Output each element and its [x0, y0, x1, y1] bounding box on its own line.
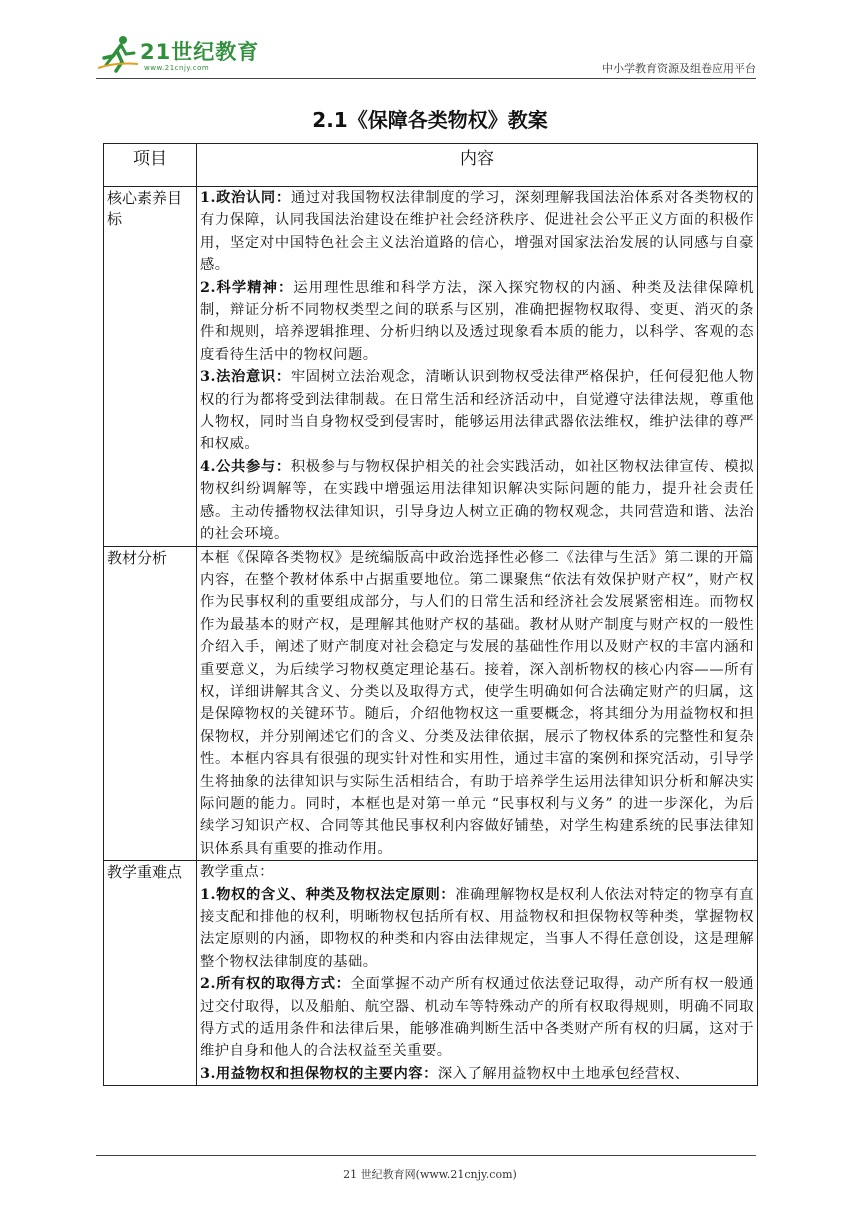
paragraph — [200, 1063, 754, 1085]
paragraph — [200, 366, 754, 456]
table-row — [104, 187, 758, 547]
paragraph-heading: 3.用益物权和担保物权的主要内容： — [200, 1065, 438, 1082]
page-header — [96, 30, 756, 78]
row-content — [197, 546, 758, 861]
row-label: 教学重难点 — [104, 861, 197, 1086]
paragraph-heading: 2.科学精神： — [200, 279, 294, 296]
paragraph-heading: 4.公共参与： — [200, 458, 291, 475]
row-label: 教材分析 — [104, 546, 197, 861]
paragraph — [200, 973, 754, 1063]
paragraph-text: 本框《保障各类物权》是统编版高中政治选择性必修二《法律与生活》第二课的开篇内容，在整个教材体系中占据重要地位。第二课聚焦“依法有效保护财产权”，财产权作为民事权利的重要组成部分，与人们的日常生活和经济社会发展紧密相连。而物权作为最基本的财产权，是理解其他财产权的基础。教材从财产制度与财产权的一般性介绍入手，阐述了财产制度对社会稳定与发展的基础性作用以及财产权的丰富内涵和重要意义，为后续学习物权奠定理论基石。接着，深入剖析物权的核心内容——所有权，详细讲解其含义、分类以及取得方式，使学生明确如何合法确定财产的归属，这是保障物权的关键环节。随后，介绍他物权这一重要概念，将其细分为用益物权和担保物权，并分别阐述它们的含义、分类及法律依据，展示了物权体系的完整性和复杂性。本框内容具有很强的现实针对性和实用性，通过丰富的案例和探究活动，引导学生将抽象的法律知识与实际生活相结合，有助于培养学生运用法律知识分析和解决实际问题的能力。同时，本框也是对第一单元 “民事权利与义务” 的进一步深化，为后续学习知识产权、合同等其他民事权利内容做好铺垫，对学生构建系统的民事法律知识体系具有重要的推动作用。 — [200, 549, 754, 857]
paragraph-text: 牢固树立法治观念，清晰认识到物权受法律严格保护，任何侵犯他人物权的行为都将受到法律制裁。在日常生活和经济活动中，自觉遵守法律法规，尊重他人物权，同时当自身物权受到侵害时，能够运用法律武器依法维权，维护法律的尊严和权威。 — [200, 369, 754, 453]
paragraph — [200, 861, 754, 883]
paragraph-text: 教学重点： — [200, 864, 274, 881]
row-content — [197, 861, 758, 1086]
page-footer: 21 世纪教育网(www.21cnjy.com) — [343, 1168, 517, 1181]
header-divider — [96, 78, 756, 79]
paragraph-text: 通过对我国物权法律制度的学习，深刻理解我国法治体系对各类物权的有力保障，认同我国法治建设在维护社会经济秩序、促进社会公平正义方面的积极作用，坚定对中国特色社会主义法治道路的信心，增强对国家法治发展的认同感与自豪感。 — [200, 190, 754, 274]
paragraph-heading: 1.政治认同： — [200, 190, 291, 206]
col-header-content: 内容 — [197, 144, 758, 187]
footer-divider — [96, 1155, 756, 1156]
col-header-item: 项目 — [104, 144, 197, 187]
paragraph-text: 运用理性思维和科学方法，深入探究物权的内涵、种类及法律保障机制，辩证分析不同物权类型之间的联系与区别，准确把握物权取得、变更、消灭的条件和规则，培养逻辑推理、分析归纳以及透过现象看本质的能力，以科学、客观的态度看待生活中的物权问题。 — [200, 279, 754, 363]
platform-name: 中小学教育资源及组卷应用平台 — [602, 62, 756, 75]
paragraph — [200, 456, 754, 546]
row-content — [197, 187, 758, 547]
document-title: 2.1《保障各类物权》教案 — [312, 108, 548, 132]
paragraph — [200, 187, 754, 277]
runner-icon — [96, 34, 140, 74]
paragraph-text: 全面掌握不动产所有权通过依法登记取得，动产所有权一般通过交付取得，以及船舶、航空器、机动车等特殊动产的所有权取得规则，明确不同取得方式的适用条件和法律后果，能够准确判断生活中各类财产所有权的归属，这对于维护自身和他人的合法权益至关重要。 — [200, 976, 754, 1060]
table-header-row — [104, 144, 758, 187]
paragraph — [200, 884, 754, 974]
paragraph — [200, 547, 754, 861]
logo-url: www.21cnjy.com — [144, 64, 210, 72]
paragraph — [200, 277, 754, 367]
paragraph-heading: 3.法治意识： — [200, 369, 291, 386]
paragraph-text: 积极参与与物权保护相关的社会实践活动，如社区物权法律宣传、模拟物权纠纷调解等，在实践中增强运用法律知识解决实际问题的能力，提升社会责任感。主动传播物权法律知识，引导身边人树立正确的物权观念，共同营造和谐、法治的社会环境。 — [200, 458, 754, 543]
table-row — [104, 861, 758, 1086]
paragraph-text: 准确理解物权是权利人依法对特定的物享有直接支配和排他的权利，明晰物权包括所有权、用益物权和担保物权等种类，掌握物权法定原则的内涵，即物权的种类和内容由法律规定，当事人不得任意创设，这是理解整个物权法律制度的基础。 — [200, 886, 754, 970]
table-row — [104, 546, 758, 861]
row-label: 核心素养目标 — [104, 187, 197, 547]
paragraph-heading: 1.物权的含义、种类及物权法定原则： — [200, 886, 456, 903]
paragraph-text: 深入了解用益物权中土地承包经营权、 — [437, 1065, 690, 1082]
paragraph-heading: 2.所有权的取得方式： — [200, 976, 351, 993]
logo-text: 21世纪教育 — [140, 40, 260, 64]
lesson-plan-table — [103, 143, 758, 1086]
site-logo[interactable] — [96, 34, 266, 74]
